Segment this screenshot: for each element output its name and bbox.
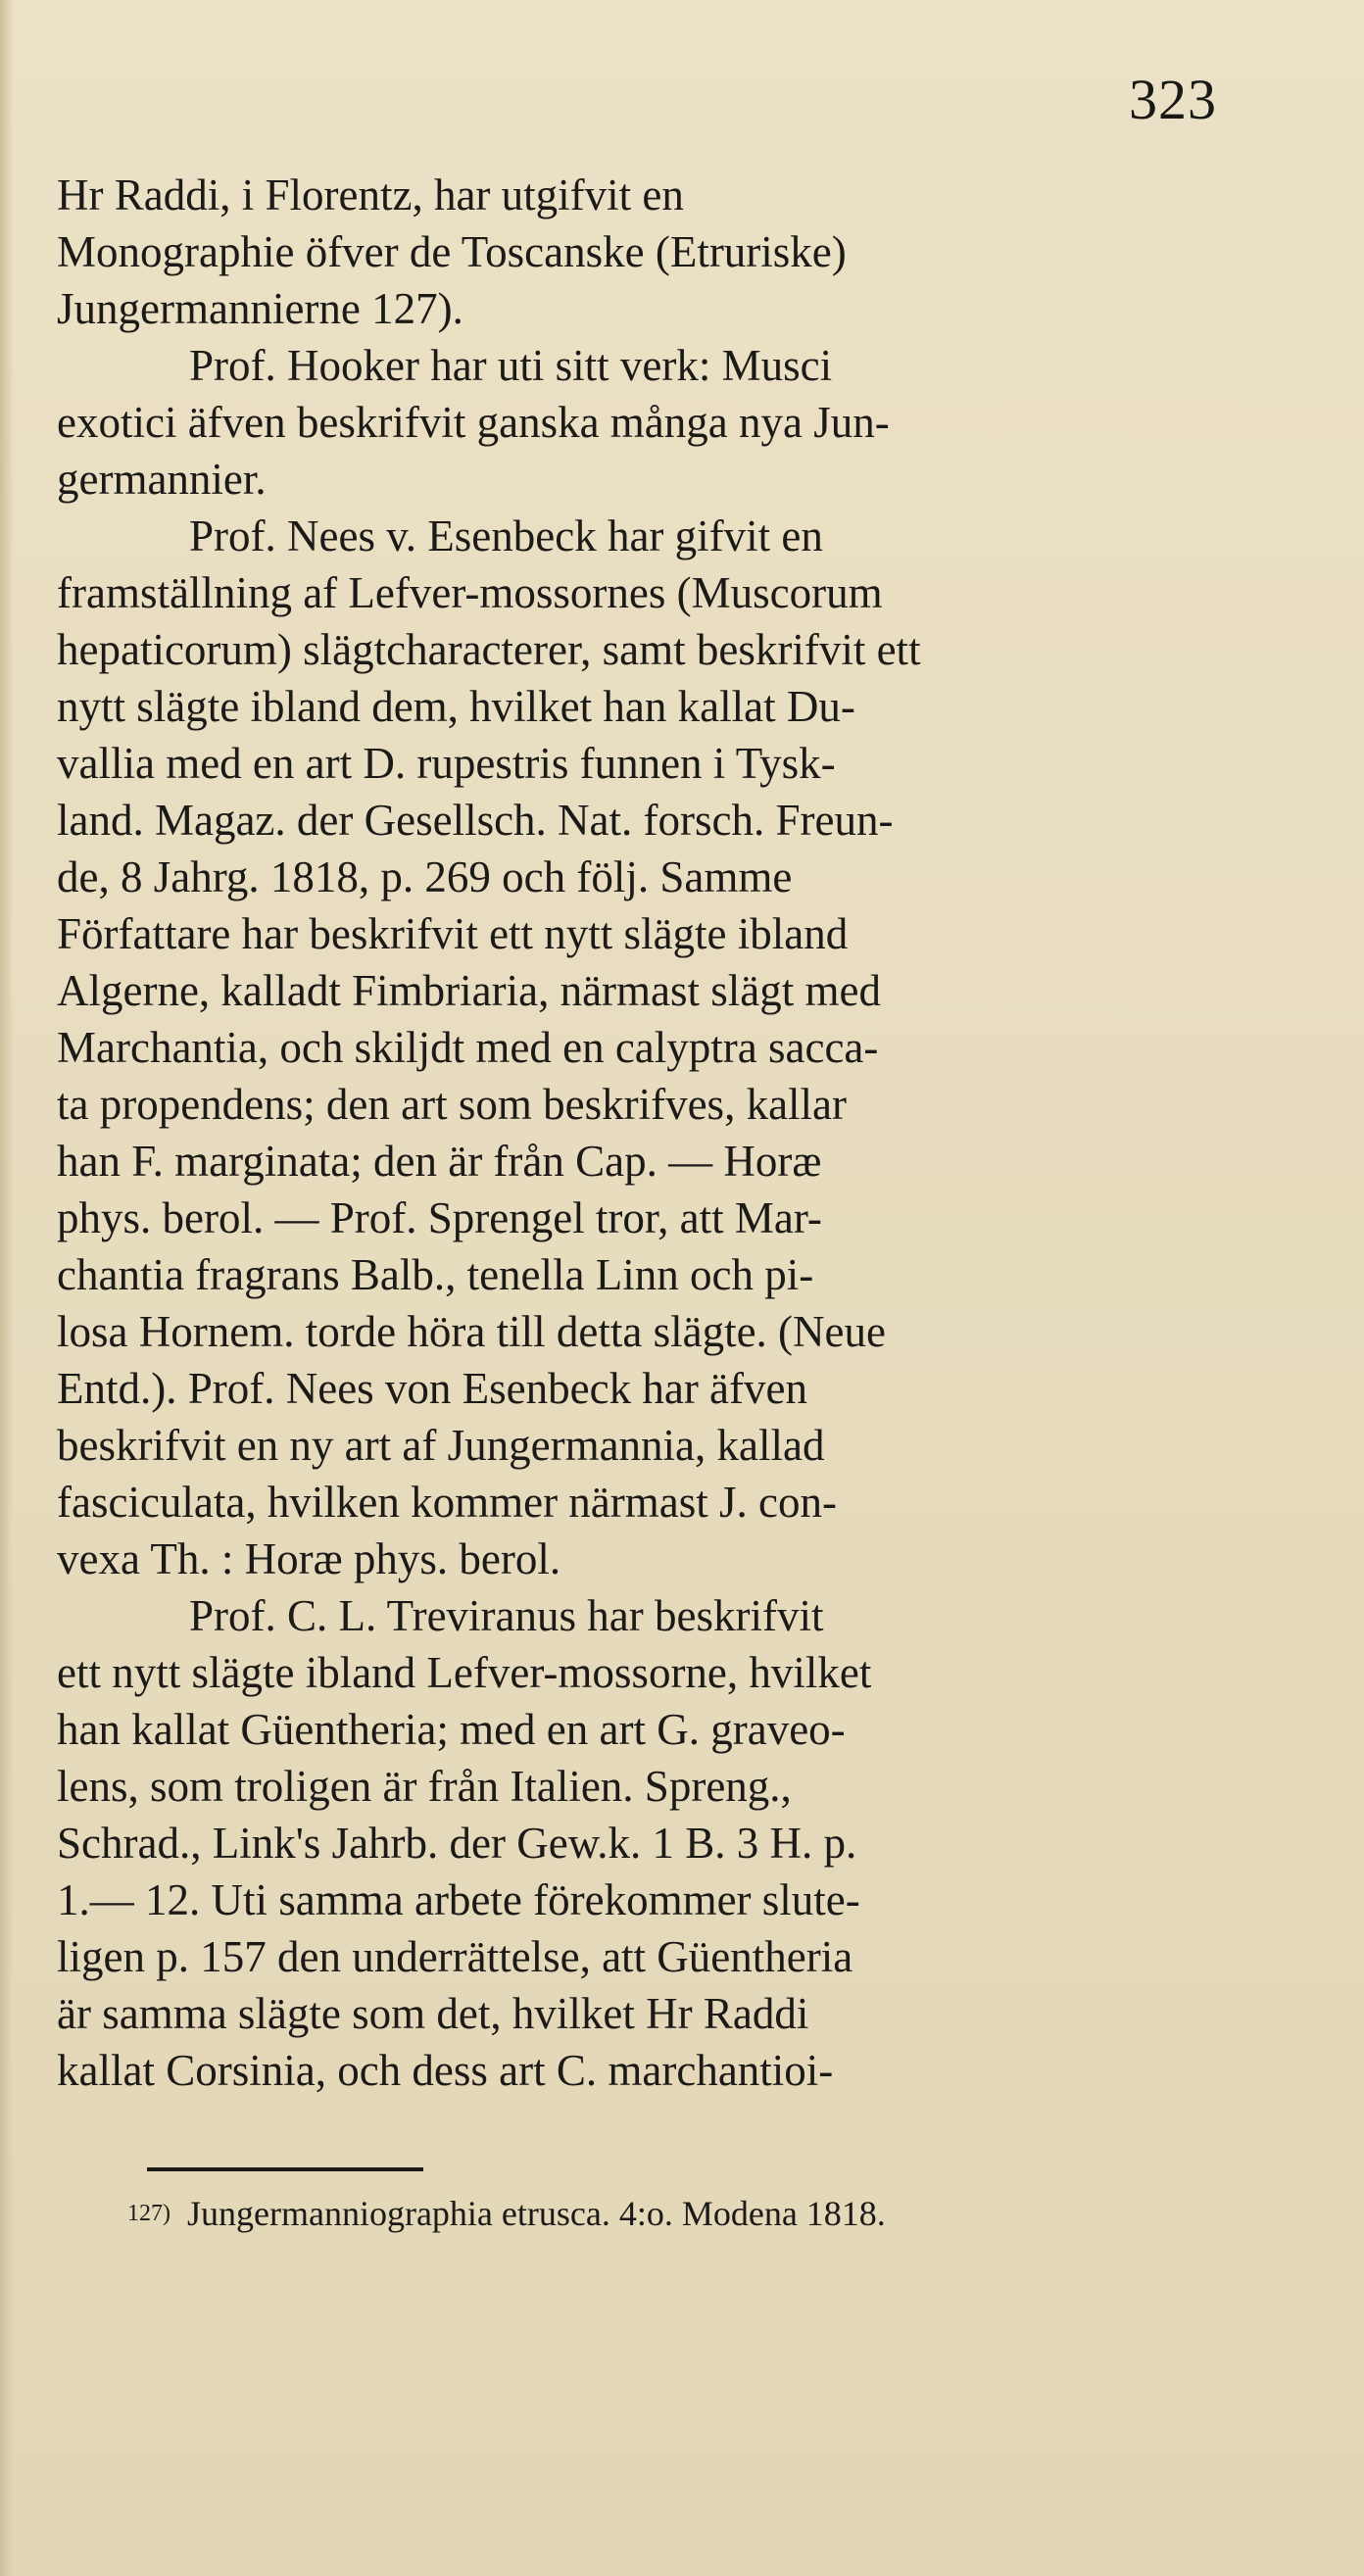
- text-line: framställning af Lefver-mossornes (Muscorum: [57, 568, 883, 617]
- text-line: Jungermannierne 127).: [57, 284, 463, 333]
- footnote: [127, 2191, 1264, 2236]
- text-line: beskrifvit en ny art af Jungermannia, kallad: [57, 1421, 825, 1470]
- text-line: germannier.: [57, 455, 267, 504]
- text-line: Entd.). Prof. Nees von Esenbeck har äfven: [57, 1364, 807, 1413]
- text-line: Hr Raddi, i Florentz, har utgifvit en: [57, 170, 684, 219]
- text-line: exotici äfven beskrifvit ganska många nya Jun-: [57, 398, 890, 447]
- text-line: ta propendens; den art som beskrifves, kallar: [57, 1080, 848, 1129]
- page-edge-shadow: [0, 0, 14, 2576]
- text-line: han F. marginata; den är från Cap. — Horæ: [57, 1137, 822, 1186]
- text-line: han kallat Güentheria; med en art G. graveo-: [57, 1705, 846, 1754]
- page-number: 323: [1129, 68, 1217, 131]
- footnote-text: Jungermanniographia etrusca. 4:o. Modena 1818.: [187, 2194, 886, 2233]
- text-line: phys. berol. — Prof. Sprengel tror, att Mar-: [57, 1193, 822, 1242]
- text-line: chantia fragrans Balb., tenella Linn och pi-: [57, 1250, 814, 1299]
- text-line: Prof. C. L. Treviranus har beskrifvit: [189, 1591, 824, 1640]
- text-line: losa Hornem. torde höra till detta slägte. (Neue: [57, 1307, 886, 1356]
- text-line: Marchantia, och skiljdt med en calyptra sacca-: [57, 1023, 879, 1072]
- text-line: hepaticorum) slägtcharacterer, samt beskrifvit ett: [57, 625, 921, 674]
- body-text: [57, 167, 1244, 2099]
- text-line: Författare har beskrifvit ett nytt slägte ibland: [57, 909, 849, 958]
- text-line: Algerne, kalladt Fimbriaria, närmast slägt med: [57, 966, 882, 1015]
- text-line: ett nytt slägte ibland Lefver-mossorne, hvilket: [57, 1648, 872, 1697]
- text-line: Monographie öfver de Toscanske (Etruriske): [57, 227, 847, 276]
- text-line: Schrad., Link's Jahrb. der Gew.k. 1 B. 3 H. p.: [57, 1819, 857, 1868]
- text-line: nytt slägte ibland dem, hvilket han kallat Du-: [57, 682, 855, 731]
- text-line: Prof. Nees v. Esenbeck har gifvit en: [189, 511, 823, 560]
- text-line: Prof. Hooker har uti sitt verk: Musci: [189, 341, 833, 390]
- text-line: 1.— 12. Uti samma arbete förekommer slute-: [57, 1875, 860, 1924]
- text-line: kallat Corsinia, och dess art C. marchantioi-: [57, 2046, 834, 2095]
- text-line: ligen p. 157 den underrättelse, att Güentheria: [57, 1932, 853, 1981]
- footnote-rule: [147, 2167, 423, 2171]
- footnote-mark: 127): [127, 2201, 170, 2226]
- text-line: fasciculata, hvilken kommer närmast J. con-: [57, 1478, 837, 1527]
- text-line: vallia med en art D. rupestris funnen i Tysk-: [57, 739, 836, 788]
- text-line: de, 8 Jahrg. 1818, p. 269 och följ. Samme: [57, 852, 793, 901]
- text-line: vexa Th. : Horæ phys. berol.: [57, 1534, 561, 1583]
- text-line: land. Magaz. der Gesellsch. Nat. forsch. Freun-: [57, 796, 894, 845]
- text-line: lens, som troligen är från Italien. Spreng.,: [57, 1762, 792, 1811]
- text-line: är samma slägte som det, hvilket Hr Raddi: [57, 1989, 809, 2038]
